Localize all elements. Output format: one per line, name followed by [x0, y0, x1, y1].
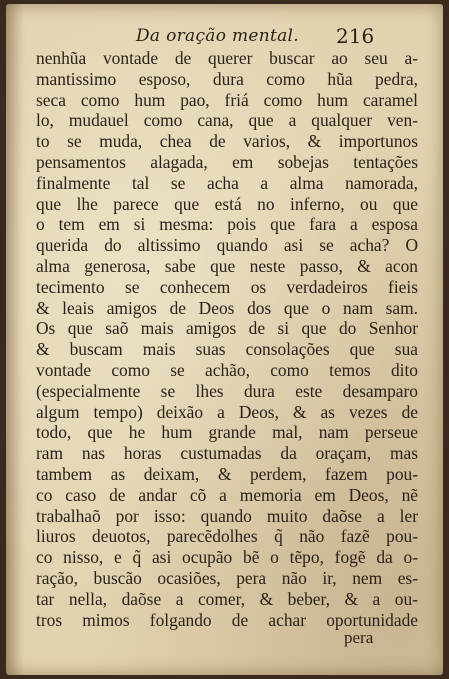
- text-line: finalmente tal se acha a alma namorada,: [36, 172, 418, 193]
- text-line: tecimento se conhecem os verdadeiros fieis: [36, 276, 418, 297]
- text-line: alma generosa, sabe que neste passo, & acon: [36, 255, 418, 276]
- text-line: ração, buscão ocasiões, pera não ir, nem es-: [36, 567, 418, 588]
- text-line: lo, mudauel como cana, que a qualquer ven-: [36, 110, 418, 131]
- text-line: seca como hum pao, friá como hum caramel: [36, 89, 418, 110]
- text-line: tar nella, daõse a comer, & beber, & a ou-: [36, 588, 418, 609]
- text-line: pensamentos alagada, em sobejas tentações: [36, 151, 418, 172]
- text-line: & buscam mais suas consolações que sua: [36, 339, 418, 360]
- text-line: querida do altissimo quando asi se acha? O: [36, 235, 418, 256]
- text-line: nenhũa vontade de querer buscar ao seu a-: [36, 48, 418, 68]
- book-page: [6, 4, 443, 675]
- text-line: vontade como se achão, como temos dito: [36, 359, 418, 380]
- text-line: Os que saõ mais amigos de si que do Senhor: [36, 318, 418, 339]
- text-line: to se muda, chea de varios, & importunos: [36, 131, 418, 152]
- page-number: 216: [336, 24, 375, 48]
- text-line: que lhe parece que está no inferno, ou que: [36, 193, 418, 214]
- running-head: Da oração mental.: [136, 26, 299, 46]
- text-line: (especialmente se lhes dura este desamparo: [36, 380, 418, 401]
- text-line: todo, que he hum grande mal, nam perseue: [36, 422, 418, 443]
- text-line: liuros deuotos, parecẽdolhes q̃ não fazẽ pou-: [36, 526, 418, 547]
- text-line: algum tempo) deixão a Deos, & as vezes de: [36, 401, 418, 422]
- text-line: & leais amigos de Deos dos que o nam sam.: [36, 297, 418, 318]
- text-line: trabalhaõ por isso: quando muito daõse a ler: [36, 505, 418, 526]
- text-line: mantissimo esposo, dura como hũa pedra,: [36, 68, 418, 89]
- text-line: co caso de andar cõ a memoria em Deos, nẽ: [36, 484, 418, 505]
- text-line: o tem em si mesma: pois que fara a esposa: [36, 214, 418, 235]
- body-text: [36, 48, 428, 630]
- text-line: ram nas horas custumadas da oraçam, mas: [36, 443, 418, 464]
- catchword: pera: [344, 628, 374, 647]
- text-line: tambem as deixam, & perdem, fazem pou-: [36, 463, 418, 484]
- text-line: tros mimos folgando de achar oportunidade: [36, 609, 418, 630]
- text-line: co nisso, e q̃ asi ocupão bẽ o tẽpo, fogẽ da o-: [36, 547, 418, 568]
